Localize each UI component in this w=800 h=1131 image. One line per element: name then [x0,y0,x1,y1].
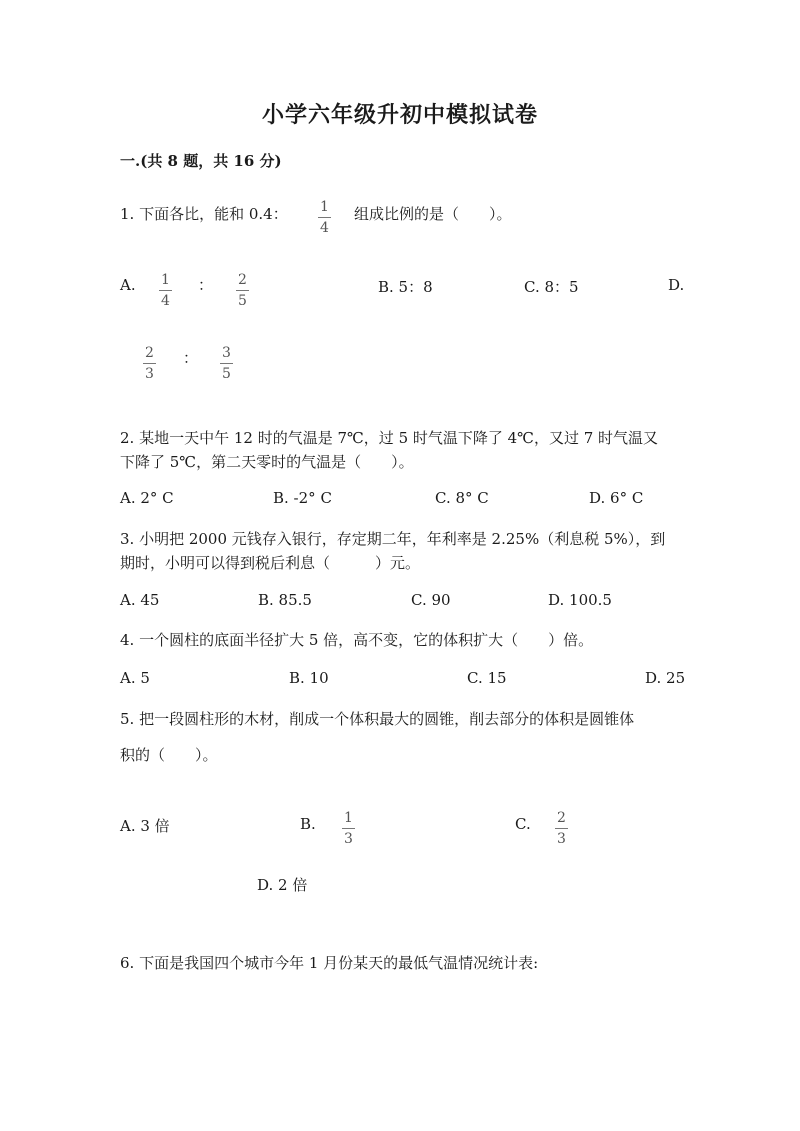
q2-option-d: D. 6° C [589,489,644,507]
q2-option-c: C. 8° C [435,489,489,507]
q1-option-c: C. 8：5 [524,278,579,296]
fraction-numerator: 2 [555,811,568,829]
question-5-line-1: 5. 把一段圆柱形的木材，削成一个体积最大的圆锥，削去部分的体积是圆锥体 [120,710,635,728]
question-1-text-after: 组成比例的是（ ）。 [354,205,512,223]
q5-option-b-fraction [342,808,355,846]
fraction-denominator: 5 [222,366,231,382]
q1-option-d-fraction-2 [220,343,233,381]
q1-option-d-fraction-1 [143,343,156,381]
fraction-numerator: 3 [220,346,233,364]
fraction-numerator: 1 [159,273,172,291]
fraction-denominator: 3 [145,366,154,382]
q3-option-c: C. 90 [411,591,451,609]
q4-option-d: D. 25 [645,669,686,687]
question-5-line-2: 积的（ ）。 [120,746,218,764]
question-3-line-2: 期时，小明可以得到税后利息（ ）元。 [120,554,421,572]
q3-option-b: B. 85.5 [258,591,312,609]
q5-option-c-fraction [555,808,568,846]
q5-option-a: A. 3 倍 [120,817,170,835]
fraction-denominator: 3 [344,831,353,847]
fraction-denominator: 5 [238,293,247,309]
q5-option-d: D. 2 倍 [257,876,308,894]
question-4-line-1: 4. 一个圆柱的底面半径扩大 5 倍，高不变，它的体积扩大（ ）倍。 [120,631,594,649]
q1-option-a-separator: ： [198,276,214,294]
q4-option-c: C. 15 [467,669,507,687]
q5-option-b-label: B. [300,815,316,833]
fraction-numerator: 1 [342,811,355,829]
question-6-line-1: 6. 下面是我国四个城市今年 1 月份某天的最低气温情况统计表: [120,954,539,972]
q1-option-d-label: D. [668,276,685,294]
question-2-line-2: 下降了 5℃，第二天零时的气温是（ ）。 [120,453,414,471]
fraction-numerator: 2 [143,346,156,364]
question-3-line-1: 3. 小明把 2000 元钱存入银行，存定期二年，年利率是 2.25%（利息税 5%），到 [120,530,666,548]
q2-option-a: A. 2° C [120,489,174,507]
fraction-denominator: 4 [320,220,329,236]
q2-option-b: B. -2° C [273,489,332,507]
q3-option-d: D. 100.5 [548,591,612,609]
section-header: 一.(共 8 题，共 16 分) [120,152,282,170]
fraction-numerator: 1 [318,200,331,218]
question-1-text-before: 1. 下面各比，能和 0.4： [120,205,288,223]
q4-option-b: B. 10 [289,669,329,687]
q4-option-a: A. 5 [120,669,150,687]
fraction-denominator: 3 [557,831,566,847]
question-1-fraction [318,197,331,235]
question-2-line-1: 2. 某地一天中午 12 时的气温是 7℃，过 5 时气温下降了 4℃，又过 7 时气温又 [120,429,659,447]
q1-option-a-fraction-1 [159,270,172,308]
fraction-numerator: 2 [236,273,249,291]
q1-option-a-label: A. [120,276,136,294]
q5-option-c-label: C. [515,815,531,833]
q3-option-a: A. 45 [120,591,160,609]
q1-option-b: B. 5：8 [378,278,433,296]
fraction-denominator: 4 [161,293,170,309]
q1-option-d-separator: ： [183,349,199,367]
q1-option-a-fraction-2 [236,270,249,308]
page-title: 小学六年级升初中模拟试卷 [261,102,538,128]
